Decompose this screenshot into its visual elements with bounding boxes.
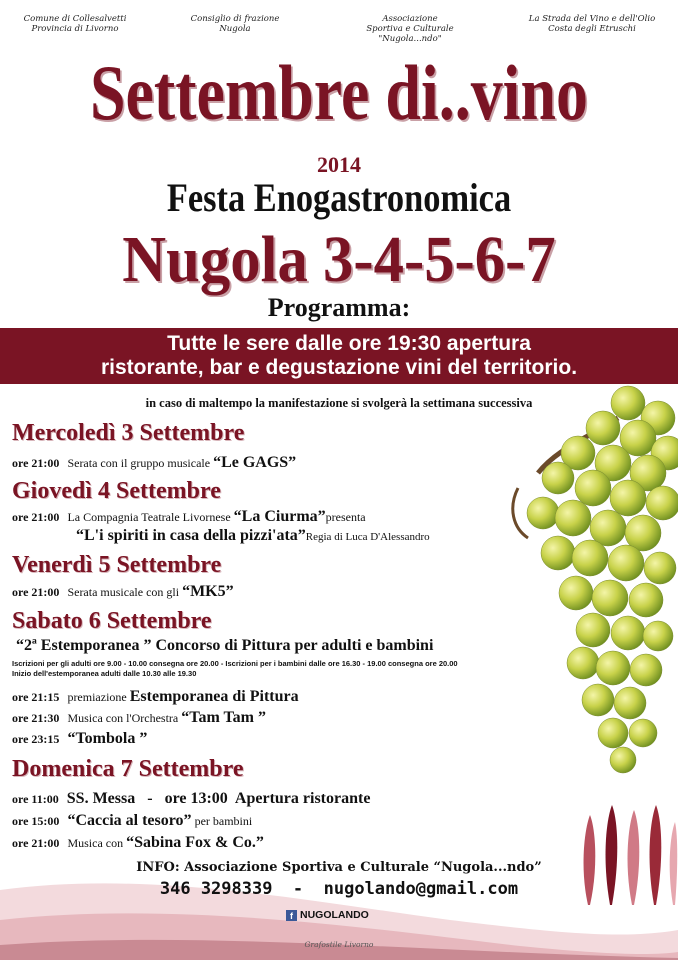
contact-line: 346 3298339 - nugolando@gmail.com	[159, 879, 519, 899]
banner-line-2: ristorante, bar e degustazione vini del territorio.	[100, 356, 578, 379]
day-wednesday-title: Mercoledì 3 Settembre	[12, 420, 245, 446]
sat-start-note: Inizio dell'estemporanea adulti dalle 10.30 alle 19.30	[12, 669, 197, 678]
info-line: INFO: Associazione Sportiva e Culturale “Nugola...ndo”	[136, 860, 542, 875]
organizer-comune: Comune di Collesalvetti Provincia di Livorno	[23, 14, 127, 34]
organizer-associazione: Associazione Sportiva e Culturale "Nugola...ndo"	[366, 14, 454, 44]
poster-subtitle: Festa Enogastronomica	[166, 175, 512, 220]
event-sat-3: ore 23:15 “Tombola ”	[12, 730, 148, 747]
programma-heading: Programma:	[267, 293, 411, 322]
event-thu-1: ore 21:00 La Compagnia Teatrale Livornese “La Ciurma”presenta	[12, 508, 366, 525]
day-friday-title: Venerdì 5 Settembre	[12, 552, 222, 578]
grapes-illustration	[498, 378, 678, 778]
day-saturday-title: Sabato 6 Settembre	[12, 608, 212, 634]
sat-registration-note: Iscrizioni per gli adulti ore 9.00 - 10.00 consegna ore 20.00 - Iscrizioni per i bambini dalle ore 16.30 - 19.00 consegna ore 20.00	[12, 659, 458, 668]
day-sunday-title: Domenica 7 Settembre	[12, 756, 244, 782]
organizer-consiglio: Consiglio di frazione Nugola	[190, 14, 280, 34]
opening-hours-banner	[0, 328, 678, 384]
event-time: ore 21:00	[12, 510, 60, 524]
event-time: ore 21:00	[12, 836, 60, 850]
event-sat-contest: “2ª Estemporanea ” Concorso di Pittura per adulti e bambini	[16, 637, 434, 654]
poster-title: Settembre di..vino	[89, 49, 589, 136]
day-thursday-title: Giovedì 4 Settembre	[12, 478, 221, 504]
weather-notice: in caso di maltempo la manifestazione si svolgerà la settimana successiva	[145, 396, 533, 410]
facebook-icon: f	[286, 910, 297, 921]
organizer-strada-vino: La Strada del Vino e dell'Olio Costa degli Etruschi	[528, 14, 656, 34]
event-time: ore 21:00	[12, 456, 60, 470]
event-time: ore 21:00	[12, 585, 60, 599]
facebook-name: NUGOLANDO	[300, 909, 369, 921]
event-sat-2: ore 21:30 Musica con l'Orchestra “Tam Tam ”	[12, 709, 267, 726]
event-wed-1: ore 21:00 Serata con il gruppo musicale “Le GAGS”	[12, 454, 297, 471]
facebook-link[interactable]	[286, 909, 369, 921]
event-thu-2: “L'i spiriti in casa della pizzi'ata”Regia di Luca D'Alessandro	[76, 527, 430, 544]
event-time: ore 15:00	[12, 814, 60, 828]
event-sun-2: ore 15:00 “Caccia al tesoro” per bambini	[12, 812, 253, 829]
event-sun-3: ore 21:00 Musica con “Sabina Fox & Co.”	[12, 834, 264, 851]
event-fri-1: ore 21:00 Serata musicale con gli “MK5”	[12, 583, 234, 600]
event-place-dates: Nugola 3-4-5-6-7	[122, 223, 556, 296]
event-time: ore 23:15	[12, 732, 60, 746]
banner-line-1: Tutte le sere dalle ore 19:30 apertura	[167, 332, 531, 355]
event-year: 2014	[317, 152, 361, 177]
event-sat-1: ore 21:15 premiazione Estemporanea di Pittura	[12, 688, 299, 705]
event-time: ore 21:15	[12, 690, 60, 704]
event-sun-1: ore 11:00 SS. Messa - ore 13:00 Apertura ristorante	[12, 790, 371, 807]
printer-credit: Grafostile Livorno	[304, 940, 374, 949]
event-time: ore 21:30	[12, 711, 60, 725]
event-time: ore 11:00	[12, 792, 59, 806]
